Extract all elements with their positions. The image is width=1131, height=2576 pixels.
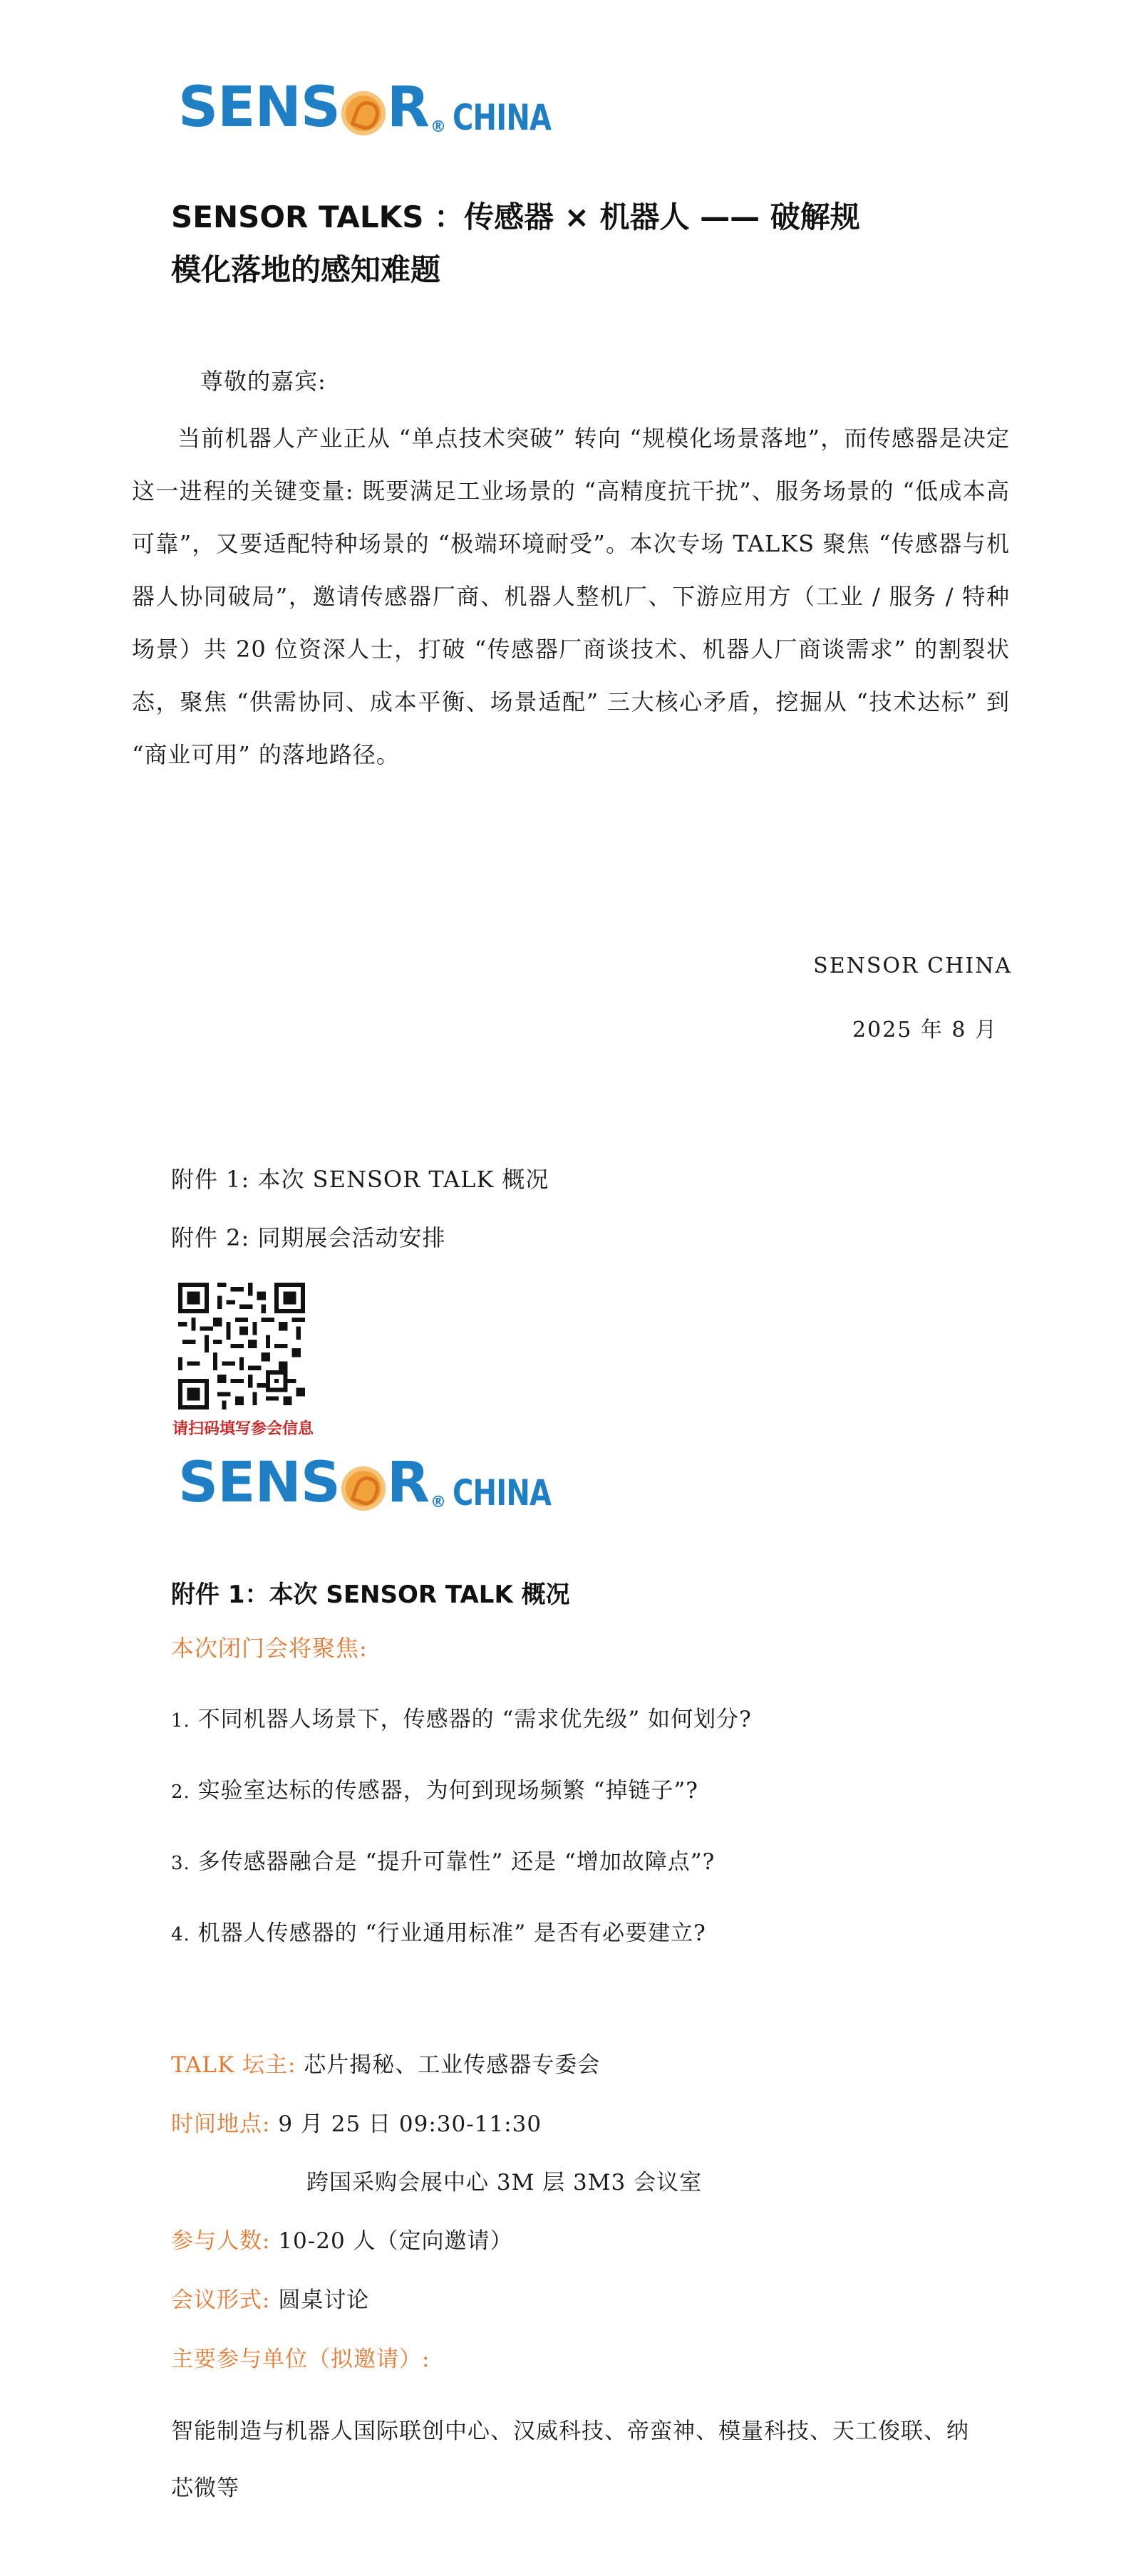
letter-body: 当前机器人产业正从 “单点技术突破” 转向 “规模化场景落地”，而传感器是决定这一进程的关键变量: 既要满足工业场景的 “高精度抗干扰”、服务场景的 “低成本高可靠”，又要适配特种场景的 “极端环境耐受”。本次专场 TALKS 聚焦 “传感器与机器人协同破局”，邀请传感器厂商、机器人整机厂、下游应用方（工业 / 服务 / 特种场景）共 20 位资深人士，打破 “传感器厂商谈技术、机器人厂商谈需求” 的割裂状态，聚焦 “供需协同、成本平衡、场景适配” 三大核心矛盾，挖掘从 “技术达标” 到 “商业可用” 的落地路径。 — [132, 425, 1010, 768]
qr-code[interactable] — [178, 1283, 305, 1409]
appendix-heading: 附件 1：本次 SENSOR TALK 概况 — [171, 1581, 570, 1609]
logo-brand-end: R — [386, 76, 429, 140]
format-row — [171, 2284, 369, 2317]
logo-o-emblem — [341, 91, 386, 135]
time-row — [171, 2108, 542, 2141]
format-value: 圆桌讨论 — [278, 2287, 370, 2313]
logo-brand: SENS — [178, 1451, 340, 1515]
sensor-china-logo-2 — [178, 1447, 576, 1515]
question-item: 3. 多传感器融合是 “提升可靠性” 还是 “增加故障点”? — [171, 1849, 716, 1875]
sensor-china-logo — [178, 71, 576, 140]
format-label: 会议形式: — [171, 2287, 271, 2313]
title-line-2: 模化落地的感知难题 — [171, 252, 441, 287]
logo-country: CHINA — [452, 1472, 552, 1514]
host-value: 芯片揭秘、工业传感器专委会 — [304, 2052, 601, 2078]
attachment-2-link[interactable]: 附件 2: 同期展会活动安排 — [171, 1224, 446, 1251]
letter-date: 2025 年 8 月 — [852, 1018, 998, 1043]
host-label: TALK 坛主: — [171, 2052, 296, 2078]
host-row — [171, 2049, 600, 2081]
logo-brand-end: R — [386, 1451, 429, 1515]
attachment-1-link[interactable]: 附件 1: 本次 SENSOR TALK 概况 — [171, 1166, 549, 1193]
logo-registered-mark: ® — [430, 1494, 445, 1511]
people-value: 10-20 人（定向邀请） — [278, 2228, 513, 2254]
qr-caption: 请扫码填写参会信息 — [172, 1419, 314, 1438]
people-row — [171, 2225, 513, 2257]
greeting: 尊敬的嘉宾: — [200, 368, 326, 395]
place-value: 跨国采购会展中心 3M 层 3M3 会议室 — [306, 2170, 703, 2195]
title-line-1: SENSOR TALKS ：传感器 × 机器人 —— 破解规 — [171, 200, 860, 234]
units-label: 主要参与单位（拟邀请）: — [171, 2347, 430, 2372]
qr-code-graphic — [178, 1283, 305, 1409]
signature: SENSOR CHINA — [813, 953, 1012, 978]
question-item: 1. 不同机器人场景下，传感器的 “需求优先级” 如何划分? — [171, 1707, 752, 1732]
question-item: 2. 实验室达标的传感器，为何到现场频繁 “掉链子”? — [171, 1778, 698, 1804]
page-title — [171, 191, 969, 296]
logo-brand: SENS — [178, 76, 340, 140]
time-value: 9 月 25 日 09:30-11:30 — [278, 2111, 542, 2137]
logo-registered-mark: ® — [430, 118, 445, 136]
logo-o-emblem — [341, 1467, 386, 1511]
question-item: 4. 机器人传感器的 “行业通用标准” 是否有必要建立? — [171, 1920, 706, 1946]
focus-label: 本次闭门会将聚焦: — [171, 1635, 368, 1662]
logo-country: CHINA — [452, 97, 552, 138]
time-label: 时间地点: — [171, 2111, 271, 2137]
people-label: 参与人数: — [171, 2228, 271, 2254]
units-value: 智能制造与机器人国际联创中心、汉威科技、帝蛮神、模量科技、天工俊联、纳芯微等 — [171, 2419, 969, 2501]
